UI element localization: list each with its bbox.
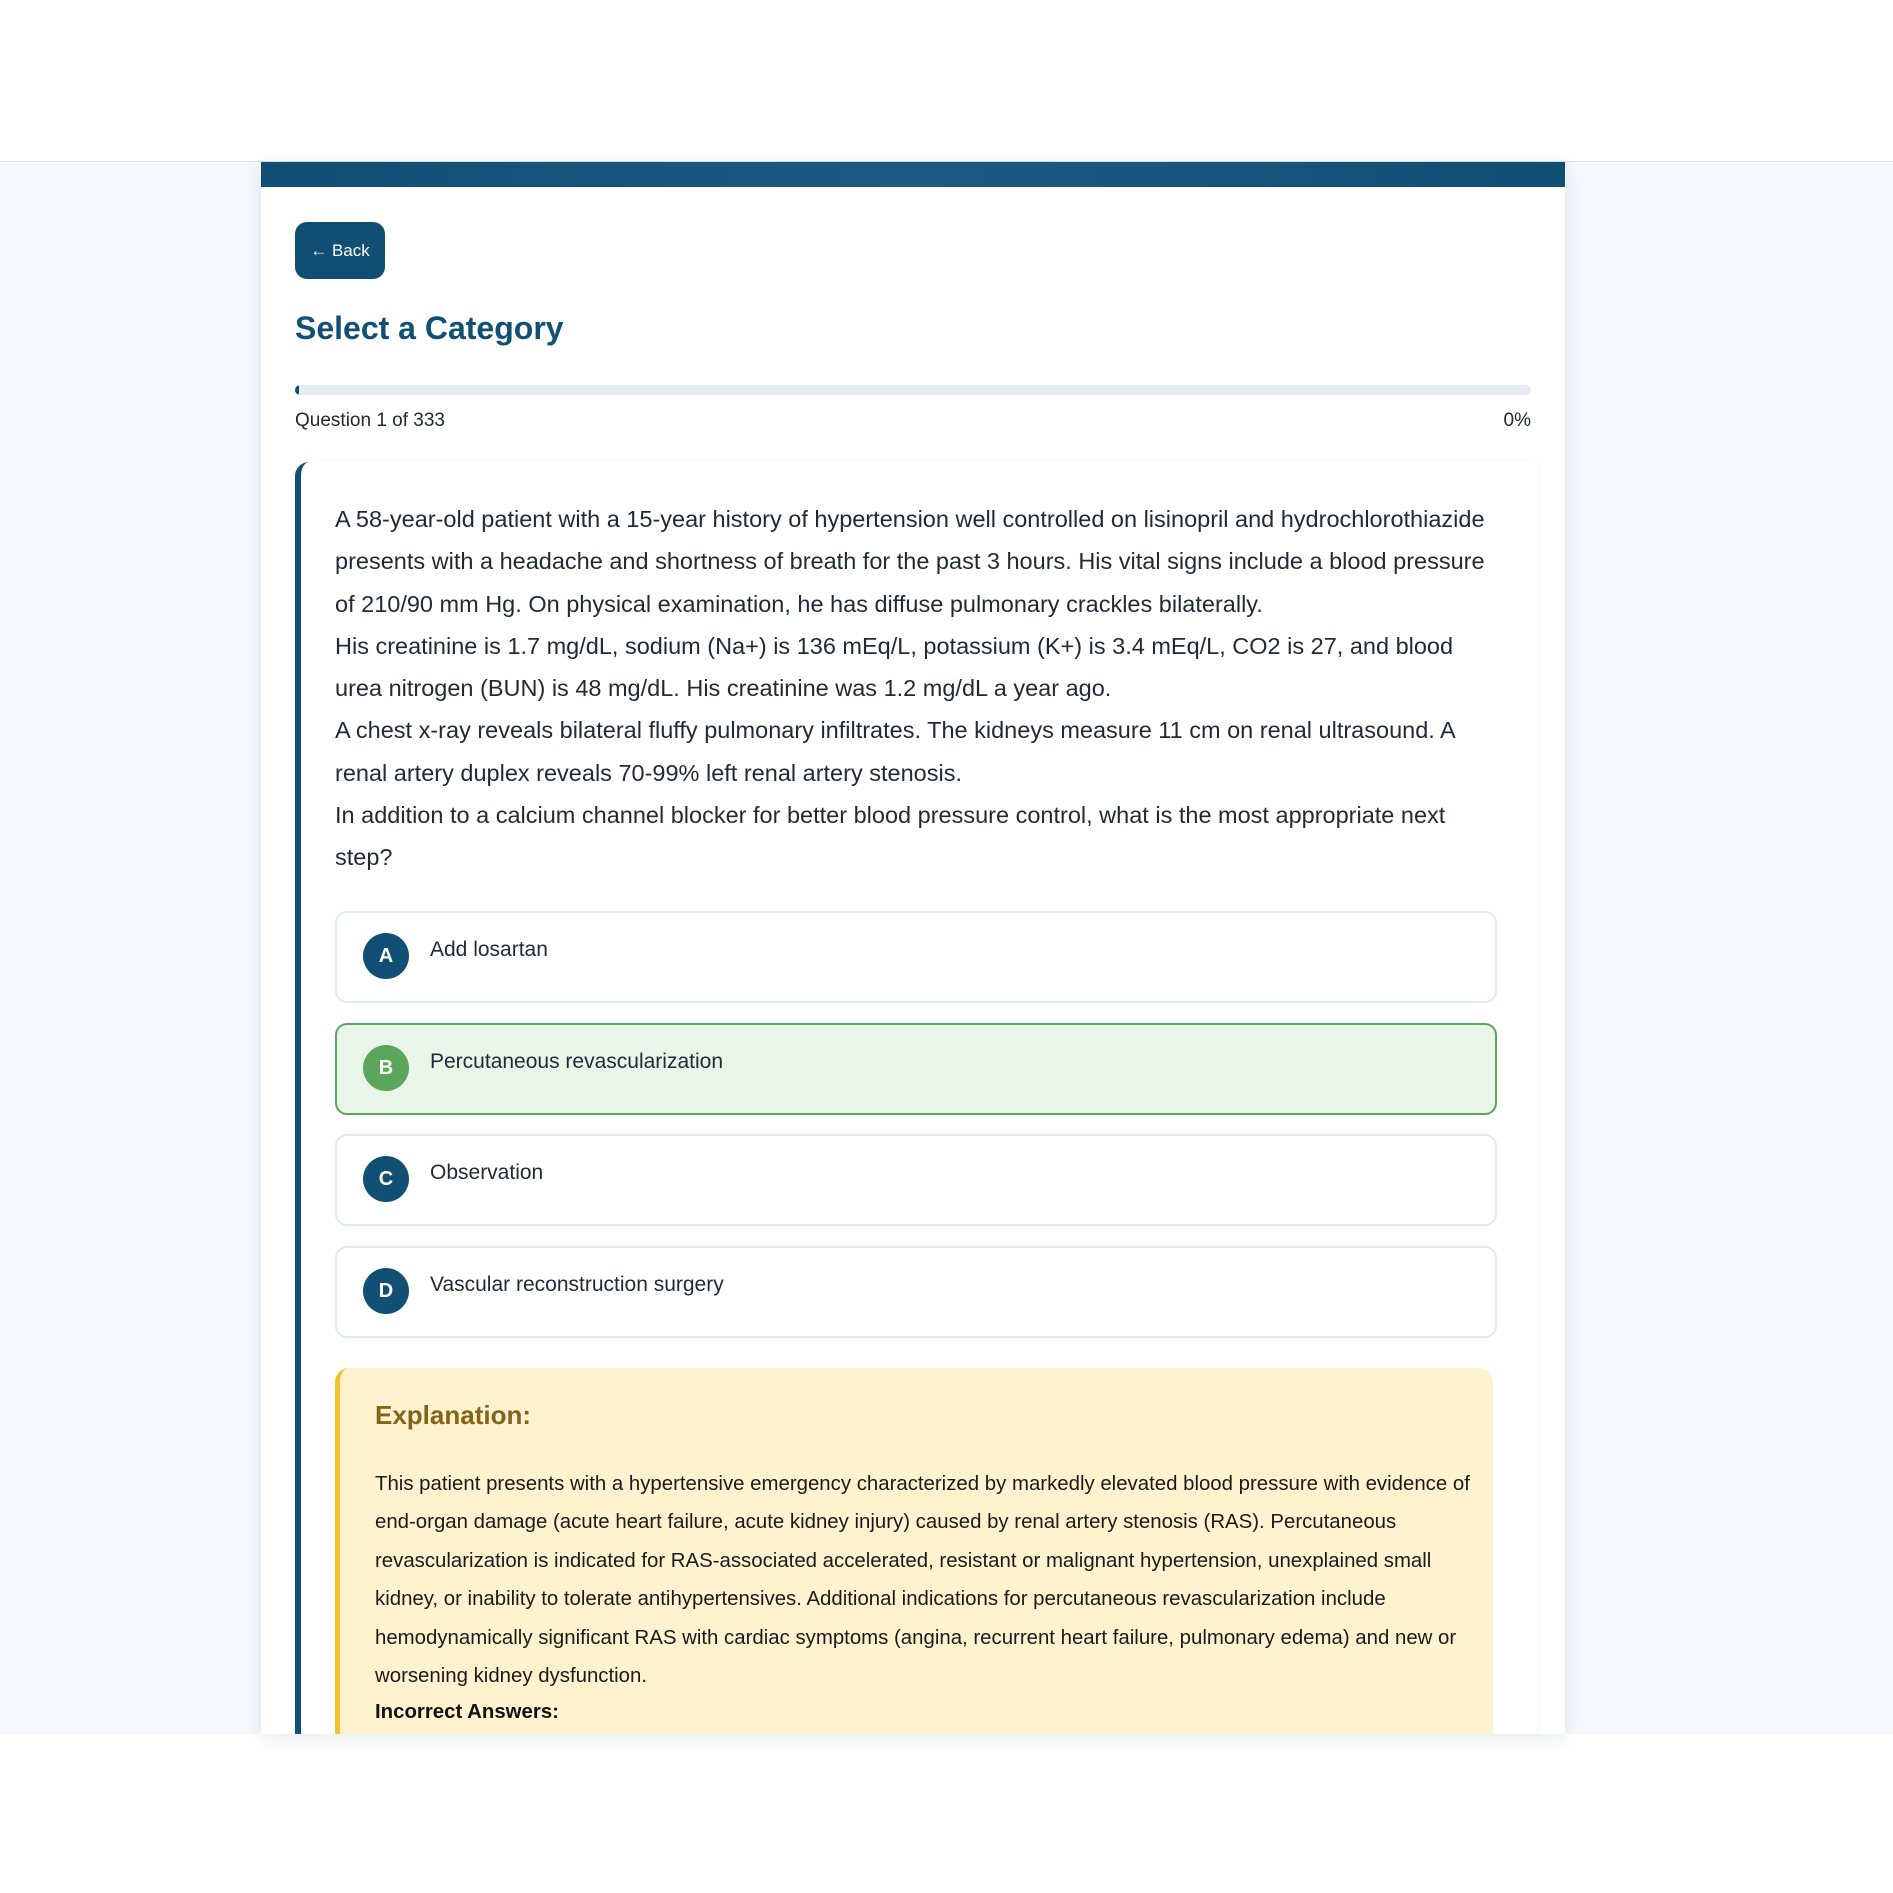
bottom-blank-area: [0, 1734, 1893, 1893]
option-label: Percutaneous revascularization: [430, 1050, 723, 1073]
answer-option-b[interactable]: [335, 1023, 1497, 1115]
page-title: Select a Category: [295, 310, 564, 346]
option-label: Add losartan: [430, 938, 548, 961]
option-label: Vascular reconstruction surgery: [430, 1273, 724, 1296]
question-paragraph: A chest x-ray reveals bilateral fluffy pulmonary infiltrates. The kidneys measure 11 cm on renal ultrasound. A renal artery duplex reveals 70-99% left renal artery stenosis.: [335, 717, 1455, 786]
question-text: [335, 498, 1505, 879]
question-panel: [295, 462, 1537, 1734]
card-header-bar: [261, 162, 1565, 187]
option-letter-badge: C: [363, 1156, 409, 1202]
question-paragraph: A 58-year-old patient with a 15-year history of hypertension well controlled on lisinopril and hydrochlorothiazide presents with a headache and shortness of breath for the past 3 hours. His vital signs include a blood pressure of 210/90 mm Hg. On physical examination, he has diffuse pulmonary crackles bilaterally.: [335, 506, 1485, 617]
question-paragraph: His creatinine is 1.7 mg/dL, sodium (Na+) is 136 mEq/L, potassium (K+) is 3.4 mEq/L, CO2 is 27, and blood urea nitrogen (BUN) is 48 mg/dL. His creatinine was 1.2 mg/dL a year ago.: [335, 632, 1454, 702]
progress-bar-fill: [295, 385, 299, 395]
option-letter-badge: A: [363, 933, 409, 979]
answer-option-a[interactable]: [335, 911, 1497, 1003]
answer-option-d[interactable]: [335, 1246, 1497, 1338]
explanation-text: This patient presents with a hypertensive emergency characterized by markedly elevated blood pressure with evidence of end-organ damage (acute heart failure, acute kidney injury) caused by renal artery stenosis (RAS). Percutaneous revascularization is indicated for RAS-associated accelerated, resistant or malignant hypertension, unexplained small kidney, or inability to tolerate antihypertensives. Additional indications for percutaneous revascularization include hemodynamically significant RAS with cardiac symptoms (angina, recurrent heart failure, pulmonary edema) and new or worsening kidney dysfunction.: [375, 1473, 1470, 1688]
option-label: Observation: [430, 1161, 544, 1184]
back-button[interactable]: ← Back: [295, 222, 385, 279]
option-letter-badge: B: [363, 1045, 409, 1091]
question-paragraph: In addition to a calcium channel blocker for better blood pressure control, what is the most appropriate next step?: [335, 802, 1446, 871]
answer-option-c[interactable]: [335, 1134, 1497, 1226]
option-letter-badge: D: [363, 1268, 409, 1314]
progress-percent: 0%: [1503, 410, 1531, 431]
incorrect-answers-heading: Incorrect Answers:: [375, 1701, 559, 1723]
quiz-card: [261, 162, 1565, 1734]
explanation-box: [335, 1368, 1493, 1734]
explanation-heading: Explanation:: [375, 1400, 532, 1430]
top-blank-area: [0, 0, 1893, 162]
progress-label: Question 1 of 333: [295, 410, 445, 431]
progress-bar: [295, 385, 1531, 395]
